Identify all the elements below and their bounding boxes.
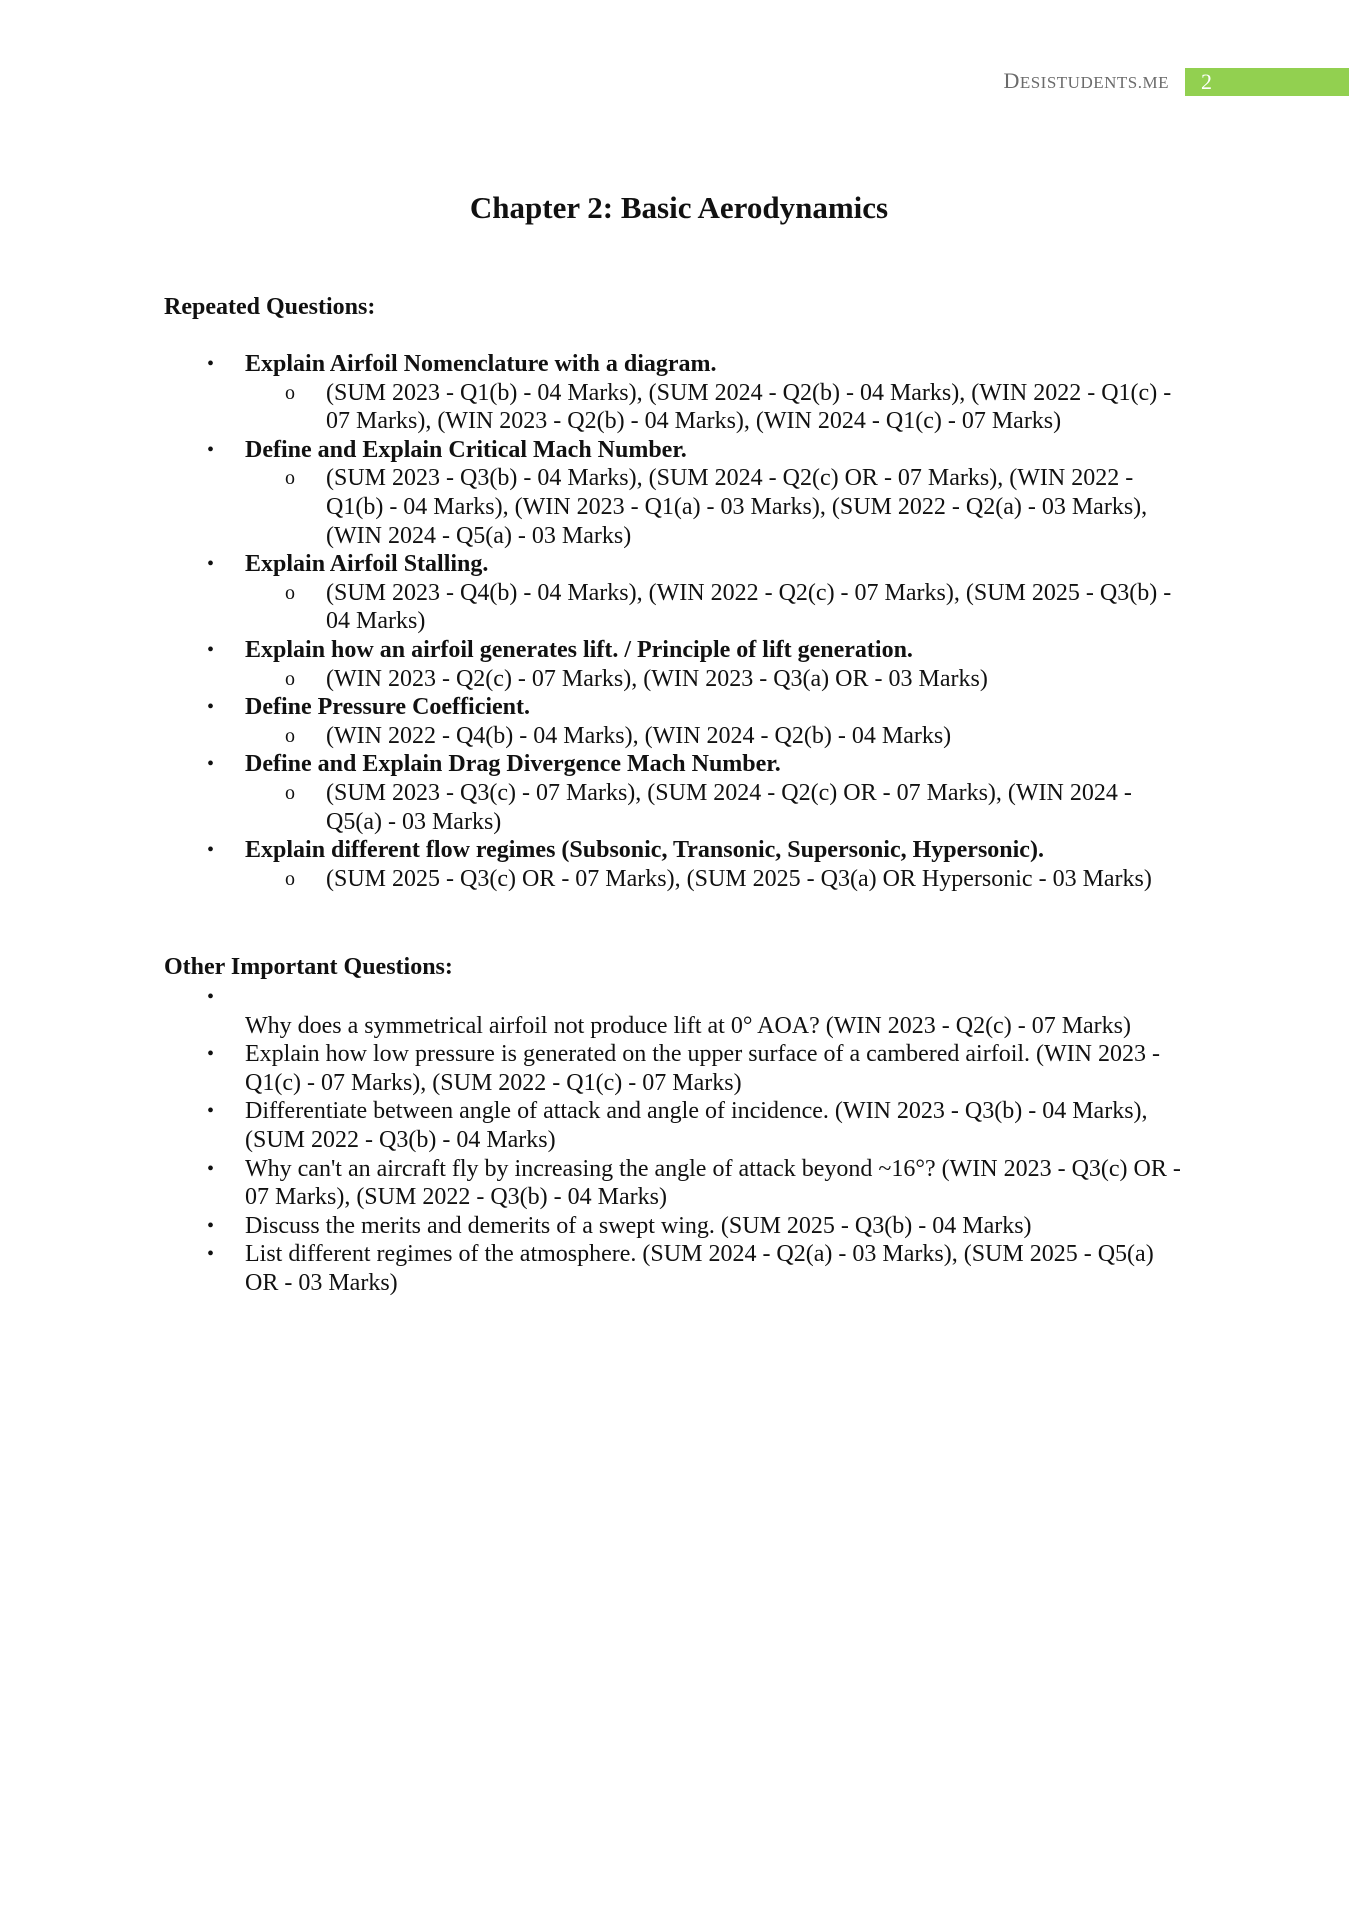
other-questions-list bbox=[245, 983, 1185, 1298]
repeated-question-item bbox=[245, 750, 1185, 836]
question-title: Define and Explain Critical Mach Number. bbox=[245, 436, 687, 463]
exam-references: o (WIN 2023 - Q2(c) - 07 Marks), (WIN 2023 - Q3(a) OR - 03 Marks) bbox=[326, 665, 1185, 694]
exam-references: o (SUM 2023 - Q3(c) - 07 Marks), (SUM 2024 - Q2(c) OR - 07 Marks), (WIN 2024 - Q5(a) - 03 Marks) bbox=[326, 779, 1185, 836]
chapter-title: Chapter 2: Basic Aerodynamics bbox=[469, 190, 889, 225]
other-question-text: Why does a symmetrical airfoil not produce lift at 0° AOA? (WIN 2023 - Q2(c) - 07 Marks) bbox=[245, 1012, 1132, 1039]
question-title: Define Pressure Coefficient. bbox=[245, 694, 531, 721]
exam-references-list bbox=[245, 665, 1185, 694]
repeated-question-item bbox=[245, 836, 1185, 893]
other-question-item bbox=[245, 1155, 1185, 1212]
question-title: Explain how an airfoil generates lift. / Principle of lift generation. bbox=[245, 636, 913, 663]
repeated-question-item bbox=[245, 693, 1185, 750]
other-question-item bbox=[245, 1240, 1185, 1297]
exam-references: o (SUM 2025 - Q3(c) OR - 07 Marks), (SUM 2025 - Q3(a) OR Hypersonic - 03 Marks) bbox=[326, 865, 1185, 894]
empty-list-item bbox=[245, 983, 1185, 1040]
exam-references-list bbox=[245, 722, 1185, 751]
exam-references-list bbox=[245, 464, 1185, 550]
exam-references-list bbox=[245, 865, 1185, 894]
exam-references: o (WIN 2022 - Q4(b) - 04 Marks), (WIN 2024 - Q2(b) - 04 Marks) bbox=[326, 722, 1185, 751]
question-title: Define and Explain Drag Divergence Mach Number. bbox=[245, 751, 781, 778]
page-header bbox=[1003, 68, 1358, 96]
other-question-item bbox=[245, 1212, 1185, 1241]
exam-references-list bbox=[245, 579, 1185, 636]
other-question-text: List different regimes of the atmosphere. (SUM 2024 - Q2(a) - 03 Marks), (SUM 2025 - Q5(a) OR - 03 Marks) bbox=[245, 1241, 1154, 1296]
empty-bullet-line bbox=[245, 983, 1185, 1012]
question-title: Explain Airfoil Nomenclature with a diagram. bbox=[245, 351, 717, 377]
site-name bbox=[1003, 67, 1169, 97]
question-title: Explain different flow regimes (Subsonic, Transonic, Supersonic, Hypersonic). bbox=[245, 837, 1044, 864]
site-name-rest: ESISTUDENTS.ME bbox=[1019, 73, 1169, 92]
other-question-text: Differentiate between angle of attack and angle of incidence. (WIN 2023 - Q3(b) - 04 Marks), (SUM 2022 - Q3(b) - 04 Marks) bbox=[245, 1098, 1148, 1153]
page-number: 2 bbox=[1185, 68, 1349, 96]
other-question-text: Discuss the merits and demerits of a swept wing. (SUM 2025 - Q3(b) - 04 Marks) bbox=[245, 1212, 1032, 1239]
site-name-initial: D bbox=[1003, 68, 1020, 93]
other-question-item bbox=[245, 1097, 1185, 1154]
exam-references-list bbox=[245, 379, 1185, 436]
question-title: Explain Airfoil Stalling. bbox=[245, 551, 489, 578]
repeated-questions-heading: Repeated Questions: bbox=[164, 294, 376, 320]
other-questions-heading: Other Important Questions: bbox=[164, 954, 453, 980]
other-question-text: Explain how low pressure is generated on the upper surface of a cambered airfoil. (WIN 2023 - Q1(c) - 07 Marks), (SUM 2022 - Q1(c) - 07 Marks) bbox=[245, 1041, 1160, 1096]
repeated-question-item bbox=[245, 550, 1185, 636]
repeated-question-item bbox=[245, 636, 1185, 693]
exam-references: o (SUM 2023 - Q3(b) - 04 Marks), (SUM 2024 - Q2(c) OR - 07 Marks), (WIN 2022 - Q1(b) - 04 Marks), (WIN 2023 - Q1(a) - 03 Marks), (SUM 2022 - Q2(a) - 03 Marks), (WIN 2024 - Q5(a) - 03 Marks) bbox=[326, 464, 1185, 550]
other-question-text: Why can't an aircraft fly by increasing the angle of attack beyond ~16°? (WIN 2023 - Q3(c) OR - 07 Marks), (SUM 2022 - Q3(b) - 04 Marks) bbox=[245, 1155, 1181, 1211]
repeated-question-item bbox=[245, 350, 1185, 436]
repeated-questions-list bbox=[245, 350, 1185, 893]
repeated-question-item bbox=[245, 436, 1185, 550]
other-question-item bbox=[245, 1040, 1185, 1097]
exam-references: o (SUM 2023 - Q1(b) - 04 Marks), (SUM 2024 - Q2(b) - 04 Marks), (WIN 2022 - Q1(c) - 07 Marks), (WIN 2023 - Q2(b) - 04 Marks), (WIN 2024 - Q1(c) - 07 Marks) bbox=[326, 379, 1185, 436]
exam-references: o (SUM 2023 - Q4(b) - 04 Marks), (WIN 2022 - Q2(c) - 07 Marks), (SUM 2025 - Q3(b) - 04 Marks) bbox=[326, 579, 1185, 636]
exam-references-list bbox=[245, 779, 1185, 836]
